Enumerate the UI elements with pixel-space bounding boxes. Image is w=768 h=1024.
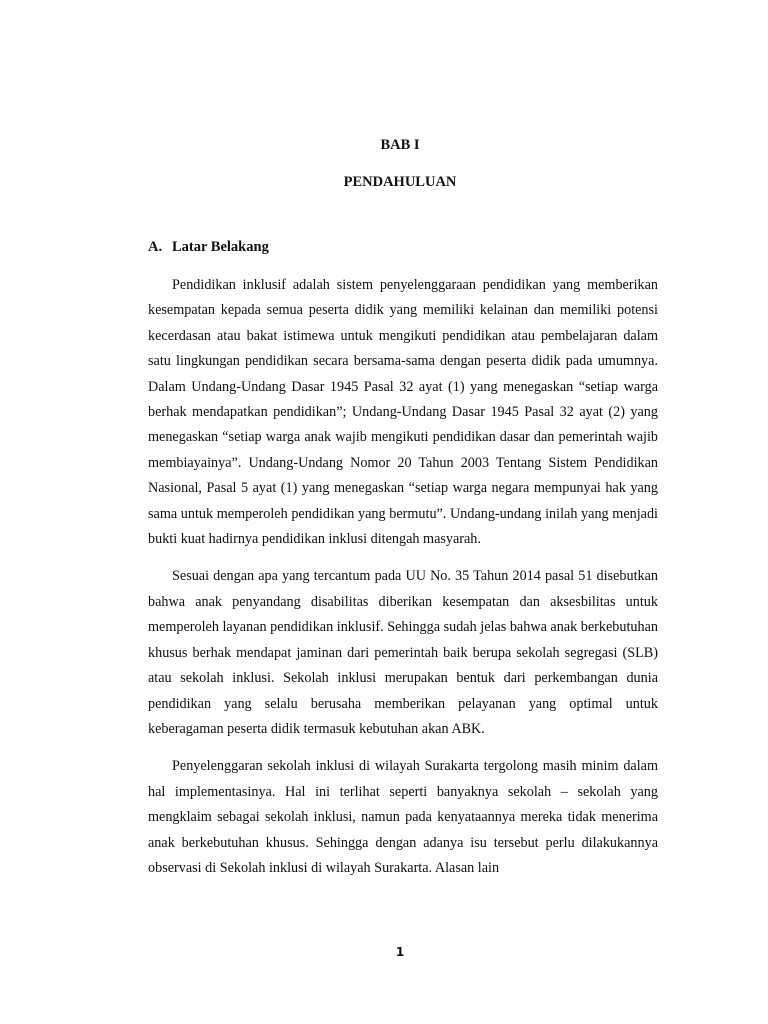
- section-heading: [148, 239, 269, 256]
- page-number: 1: [395, 945, 405, 959]
- section-letter: A.: [148, 239, 163, 255]
- section-title: Latar Belakang: [172, 239, 269, 255]
- paragraph: Sesuai dengan apa yang tercantum pada UU No. 35 Tahun 2014 pasal 51 disebutkan bahwa anak penyandang disabilitas diberikan kesempatan dan aksesbilitas untuk memperoleh layanan pendidikan inklusif. Sehingga sudah jelas bahwa anak berkebutuhan khusus berhak mendapat jaminan dari pemerintah baik berupa sekolah segregasi (SLB) atau sekolah inklusi. Sekolah inklusi merupakan bentuk dari perkembangan dunia pendidikan yang selalu berusaha memberikan pelayanan yang optimal untuk keberagaman peserta didik termasuk kebutuhan akan ABK.: [148, 568, 658, 737]
- chapter-number: BAB I: [380, 137, 420, 153]
- paragraph: Pendidikan inklusif adalah sistem penyelenggaraan pendidikan yang memberikan kesempatan kepada semua peserta didik yang memiliki kelainan dan memiliki potensi kecerdasan atau bakat istimewa untuk mengikuti pendidikan atau pembelajaran dalam satu lingkungan pendidikan secara bersama-sama dengan peserta didik pada umumnya. Dalam Undang-Undang Dasar 1945 Pasal 32 ayat (1) yang menegaskan “setiap warga berhak mendapatkan pendidikan”; Undang-Undang Dasar 1945 Pasal 32 ayat (2) yang menegaskan “setiap warga anak wajib mengikuti pendidikan dasar dan pemerintah wajib membiayainya”. Undang-Undang Nomor 20 Tahun 2003 Tentang Sistem Pendidikan Nasional, Pasal 5 ayat (1) yang menegaskan “setiap warga negara mempunyai hak yang sama untuk memperoleh pendidikan yang bermutu”. Undang-undang inilah yang menjadi bukti kuat hadirnya pendidikan inklusi ditengah masyarah.: [148, 277, 658, 548]
- chapter-title: PENDAHULUAN: [343, 174, 457, 190]
- paragraph: Penyelenggaran sekolah inklusi di wilayah Surakarta tergolong masih minim dalam hal implementasinya. Hal ini terlihat seperti banyaknya sekolah – sekolah yang mengklaim sebagai sekolah inklusi, namun pada kenyataannya mereka tidak menerima anak berkebutuhan khusus. Sehingga dengan adanya isu tersebut perlu dilakukannya observasi di Sekolah inklusi di wilayah Surakarta. Alasan lain: [148, 758, 658, 876]
- body-text: [148, 273, 658, 893]
